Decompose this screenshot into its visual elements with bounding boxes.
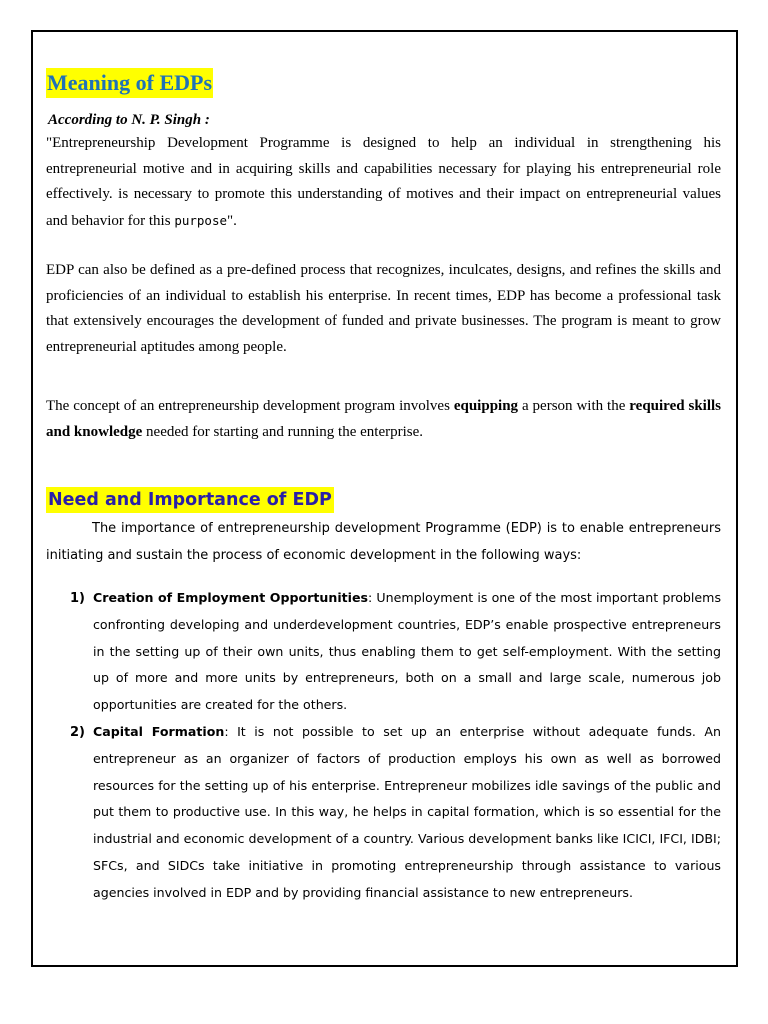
concept-bold-skills: required skills and knowledge bbox=[46, 398, 721, 440]
intro-paragraph: The importance of entrepreneurship development Programme (EDP) is to enable entrepreneurs initiating and sustain the process of economic development in the following ways: bbox=[46, 521, 721, 563]
concept-text-1: The concept of an entrepreneurship development program involves bbox=[46, 398, 454, 414]
concept-text-2: a person with the bbox=[518, 398, 630, 414]
author-attribution: According to N. P. Singh : bbox=[48, 112, 210, 128]
concept-text-3: needed for starting and running the enterprise. bbox=[142, 423, 424, 440]
list-item-2-text bbox=[93, 719, 721, 907]
quote-text: "Entrepreneurship Development Programme is designed to help an individual in strengthening his entrepreneurial motive and in acquiring skills and capabilities necessary for playing his entrepreneurial role effectively. is necessary to promote this understanding of motives and their impact on entrepreneurial values and behavior for this bbox=[46, 135, 721, 229]
list-item-1-text bbox=[93, 585, 721, 719]
list-item-2-title: Capital Formation bbox=[93, 724, 225, 739]
list-item-1-number: 1) bbox=[70, 591, 85, 606]
heading-need-and-importance: Need and Importance of EDP bbox=[46, 487, 334, 513]
quote-paragraph bbox=[46, 131, 721, 234]
definition-paragraph: EDP can also be defined as a pre-defined process that recognizes, inculcates, designs, and refines the skills and proficiencies of an individual to establish his enterprise. In recent times, EDP has become a professional task that extensively encourages the development of funded and private businesses. The program is meant to grow entrepreneurial aptitudes among people. bbox=[46, 262, 721, 355]
list-item-2-body: : It is not possible to set up an enterprise without adequate funds. An entrepreneur as an organizer of factors of production employs his own as well as borrowed resources for the setting up of his enterprise. Entrepreneur mobilizes idle savings of the public and put them to productive use. In this way, he helps in capital formation, which is so essential for the industrial and economic development of a country. Various development banks like ICICI, IFCI, IDBI; SFCs, and SIDCs take initiative in promoting entrepreneurship through assistance to various agencies involved in EDP and by providing financial assistance to new entrepreneurs. bbox=[93, 724, 722, 900]
quote-end: ". bbox=[227, 212, 237, 229]
list-item-1-title: Creation of Employment Opportunities bbox=[93, 590, 369, 605]
concept-bold-equipping: equipping bbox=[453, 398, 519, 414]
list-item-2-number: 2) bbox=[70, 725, 85, 740]
concept-paragraph bbox=[46, 394, 721, 445]
heading-meaning-of-edps: Meaning of EDPs bbox=[46, 68, 213, 98]
quote-purpose-word: purpose bbox=[174, 212, 227, 228]
list-item-1-body: : Unemployment is one of the most important problems confronting developing and underdevelopment countries, EDP’s enable prospective entrepreneurs in the setting up of their own units, thus enabling them to get self-employment. With the setting up of more and more units by entrepreneurs, both on a small and large scale, numerous job opportunities are created for the others. bbox=[93, 590, 721, 713]
